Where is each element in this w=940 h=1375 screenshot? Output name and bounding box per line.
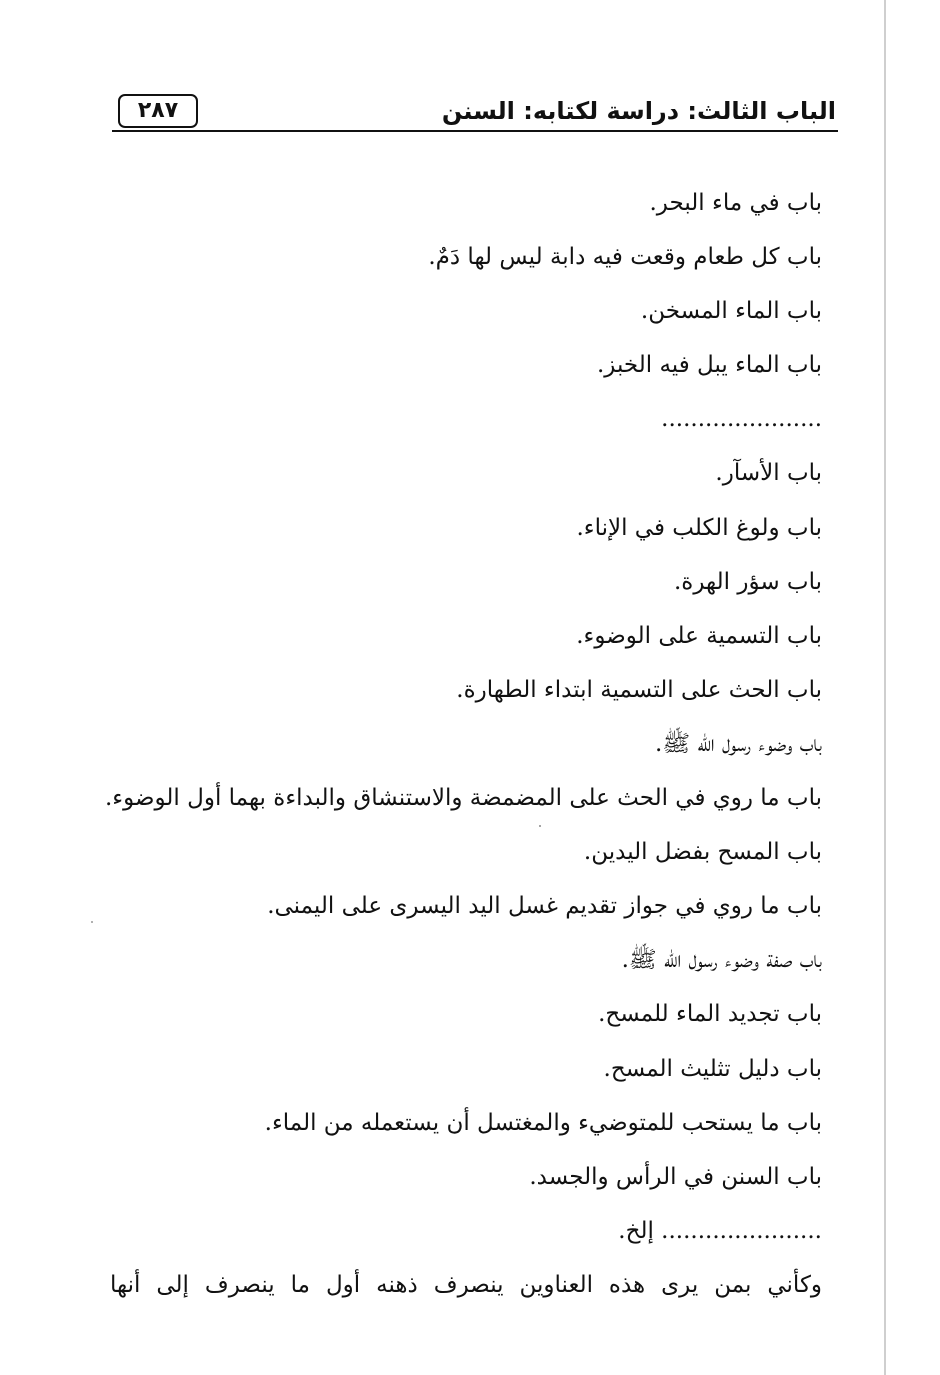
text-line: باب سؤر الهرة. <box>674 568 822 595</box>
text-line: باب دليل تثليث المسح. <box>603 1055 822 1082</box>
text-line: باب في ماء البحر. <box>649 190 822 216</box>
text-line: باب الأسآر. <box>715 460 822 487</box>
running-header <box>112 92 836 130</box>
chapter-title: الباب الثالث: دراسة لكتابه: السنن <box>441 97 836 125</box>
text-line: باب السنن في الرأس والجسد. <box>529 1163 822 1190</box>
text-line: باب ما روي في جواز تقديم غسل اليد اليسرى على اليمنى. <box>267 893 822 920</box>
text-line: باب المسح بفضل اليدين. <box>583 839 822 866</box>
page-number-box: ٢٨٧ <box>118 94 198 128</box>
text-line: باب وضوء رسول الله ﷺ. <box>655 730 822 757</box>
ellipsis-line: ...................... <box>661 406 822 433</box>
text-line: باب ولوغ الكلب في الإناء. <box>576 514 822 541</box>
text-line: باب الماء يبل فيه الخبز. <box>596 352 822 379</box>
paragraph-line: وكأني بمن يرى هذه العناوين ينصرف ذهنه أول ما ينصرف إلى أنها <box>110 1271 822 1298</box>
text-line: باب ما يستحب للمتوضيء والمغتسل أن يستعمله من الماء. <box>264 1109 822 1136</box>
text-line: باب صفة وضوء رسول الله ﷺ. <box>621 947 822 974</box>
text-line: باب تجديد الماء للمسح. <box>598 1001 822 1028</box>
text-line: باب الحث على التسمية ابتداء الطهارة. <box>456 676 822 703</box>
text-line: باب التسمية على الوضوء. <box>576 622 822 649</box>
ellipsis-line: ...................... إلخ. <box>618 1217 822 1244</box>
chapter-headings-list <box>105 176 822 1312</box>
page-edge-rule <box>884 0 886 1375</box>
header-divider <box>112 130 838 132</box>
text-line: باب كل طعام وقعت فيه دابة ليس لها دَمٌ. <box>428 244 822 271</box>
text-line: باب ما روي في الحث على المضمضة والاستنشاق والبداءة بهما أول الوضوء. <box>105 785 822 812</box>
text-line: باب الماء المسخن. <box>640 298 822 325</box>
